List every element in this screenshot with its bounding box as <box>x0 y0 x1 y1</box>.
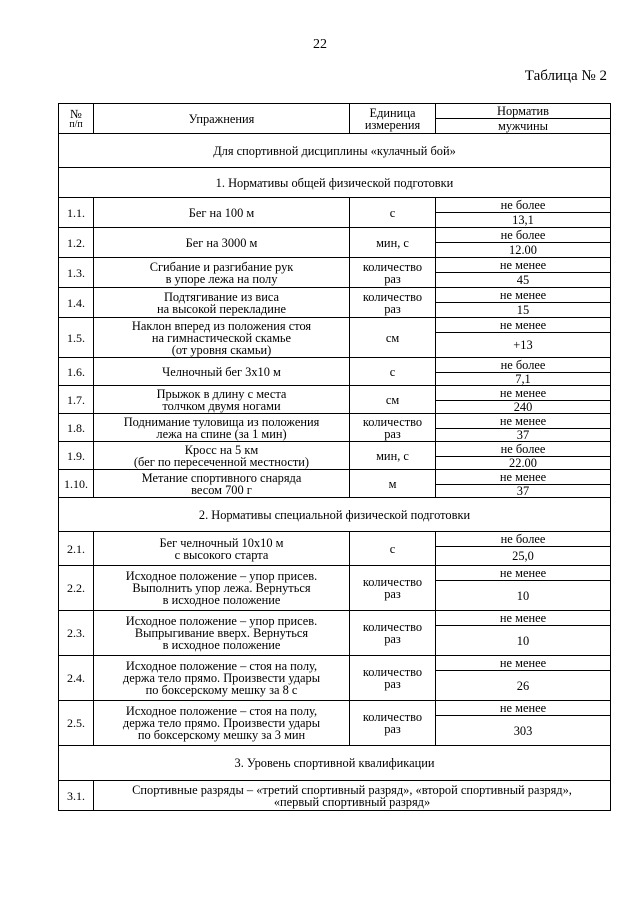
row-number: 1.6. <box>59 358 94 386</box>
exercise-line: Бег на 100 м <box>188 205 255 220</box>
exercise-line: в исходное положение <box>162 638 281 652</box>
norm-value: 10 <box>436 581 611 611</box>
exercise-line: весом 700 г <box>191 482 252 497</box>
exercise-name <box>94 386 350 414</box>
header-exercise: Упражнения <box>94 104 350 134</box>
exercise-line: Подтягивание из виса <box>163 289 280 304</box>
unit-line: см <box>385 392 400 407</box>
norm-value: 22.00 <box>436 457 611 470</box>
discipline-title: Для спортивной дисциплины «кулачный бой» <box>59 134 611 168</box>
unit-cell <box>350 228 436 258</box>
table-row <box>59 656 611 671</box>
table-row <box>59 386 611 401</box>
unit-line: мин, с <box>376 448 409 463</box>
unit-line: м <box>388 476 397 491</box>
norm-value: 45 <box>436 273 611 288</box>
table-row <box>59 258 611 273</box>
norm-value: 37 <box>436 485 611 498</box>
header-number-abbr: п/п <box>69 118 83 130</box>
qualification-line: Спортивные разряды – «третий спортивный разряд», «второй спортивный разряд», <box>132 782 572 797</box>
unit-cell <box>350 566 436 611</box>
norm-value: +13 <box>436 333 611 358</box>
exercise-line: на высокой перекладине <box>156 301 286 316</box>
unit-line: с <box>389 364 396 379</box>
section1-title: 1. Нормативы общей физической подготовки <box>59 168 611 198</box>
exercise-line: с высокого старта <box>174 547 269 562</box>
unit-cell <box>350 414 436 442</box>
norm-value: 25,0 <box>436 547 611 566</box>
unit-cell <box>350 258 436 288</box>
norm-condition: не менее <box>436 470 611 485</box>
unit-line: с <box>389 205 396 220</box>
header-unit-line1: Единица <box>369 105 416 120</box>
row-number: 1.3. <box>59 258 94 288</box>
norm-condition: не более <box>436 228 611 243</box>
header-number-symbol: № <box>70 106 82 121</box>
exercise-line: лежа на спине (за 1 мин) <box>156 426 287 441</box>
row-number: 1.8. <box>59 414 94 442</box>
exercise-line: Кросс на 5 км <box>184 442 259 457</box>
unit-line: мин, с <box>376 235 409 250</box>
header-norm: Норматив <box>436 104 611 119</box>
unit-cell <box>350 470 436 498</box>
unit-line: количество <box>362 665 423 679</box>
norm-condition: не менее <box>436 656 611 671</box>
unit-cell <box>350 358 436 386</box>
table-caption: Таблица № 2 <box>524 68 607 84</box>
exercise-name <box>94 470 350 498</box>
unit-line: раз <box>384 677 401 691</box>
exercise-name <box>94 611 350 656</box>
section3-title: 3. Уровень спортивной квалификации <box>59 746 611 781</box>
exercise-line: толчком двумя ногами <box>162 398 281 413</box>
unit-line: количество <box>362 620 423 634</box>
unit-cell <box>350 701 436 746</box>
norm-condition: не более <box>436 532 611 547</box>
exercise-line: в упоре лежа на полу <box>165 271 278 286</box>
qualification-line: «первый спортивный разряд» <box>273 794 431 809</box>
exercise-name <box>94 198 350 228</box>
row-number: 1.4. <box>59 288 94 318</box>
exercise-line: Исходное положение – упор присев. <box>125 569 318 583</box>
row-number: 2.4. <box>59 656 94 701</box>
exercise-name <box>94 358 350 386</box>
norm-condition: не менее <box>436 566 611 581</box>
row-number: 2.2. <box>59 566 94 611</box>
norm-condition: не менее <box>436 701 611 716</box>
norm-value: 240 <box>436 401 611 414</box>
norm-value: 303 <box>436 716 611 746</box>
norm-condition: не более <box>436 442 611 457</box>
row-number: 1.2. <box>59 228 94 258</box>
exercise-line: по боксерскому мешку за 3 мин <box>137 728 306 742</box>
exercise-line: на гимнастической скамье <box>151 330 292 345</box>
norm-condition: не менее <box>436 414 611 429</box>
norm-condition: не более <box>436 358 611 373</box>
norm-value: 26 <box>436 671 611 701</box>
row-number: 2.1. <box>59 532 94 566</box>
exercise-line: Исходное положение – упор присев. <box>125 614 318 628</box>
table-row <box>59 358 611 373</box>
exercise-line: Челночный бег 3х10 м <box>162 364 281 379</box>
table-row <box>59 532 611 547</box>
table-row <box>59 611 611 626</box>
norm-condition: не менее <box>436 611 611 626</box>
norm-value: 12.00 <box>436 243 611 258</box>
unit-cell <box>350 611 436 656</box>
exercise-name <box>94 258 350 288</box>
norm-value: 10 <box>436 626 611 656</box>
exercise-line: (бег по пересеченной местности) <box>133 454 310 469</box>
exercise-line: Сгибание и разгибание рук <box>149 259 294 274</box>
exercise-name <box>94 414 350 442</box>
table-row <box>59 566 611 581</box>
unit-cell <box>350 288 436 318</box>
unit-cell <box>350 656 436 701</box>
exercise-line: Исходное положение – стоя на полу, <box>125 704 318 718</box>
unit-line: количество <box>362 414 423 429</box>
row-number: 1.7. <box>59 386 94 414</box>
section-row <box>59 746 611 781</box>
norm-condition: не менее <box>436 258 611 273</box>
unit-cell <box>350 198 436 228</box>
exercise-line: в исходное положение <box>162 593 281 607</box>
unit-line: раз <box>384 722 401 736</box>
exercise-line: Поднимание туловища из положения <box>123 414 320 429</box>
row-number: 1.5. <box>59 318 94 358</box>
unit-line: с <box>389 541 396 556</box>
unit-line: количество <box>362 575 423 589</box>
row-number: 2.5. <box>59 701 94 746</box>
table-row <box>59 198 611 213</box>
section-row <box>59 498 611 532</box>
exercise-name <box>94 288 350 318</box>
page-number: 22 <box>313 37 327 52</box>
unit-line: раз <box>384 587 401 601</box>
standards-table <box>58 103 611 811</box>
norm-value: 13,1 <box>436 213 611 228</box>
section2-title: 2. Нормативы специальной физической подготовки <box>59 498 611 532</box>
exercise-name <box>94 701 350 746</box>
row-number: 1.1. <box>59 198 94 228</box>
exercise-name <box>94 442 350 470</box>
table-row <box>59 701 611 716</box>
exercise-line: Бег челночный 10х10 м <box>159 535 284 550</box>
unit-line: раз <box>384 271 401 286</box>
exercise-line: Выпрыгивание вверх. Вернуться <box>134 626 309 640</box>
row-number: 1.10. <box>59 470 94 498</box>
unit-cell <box>350 442 436 470</box>
exercise-line: Наклон вперед из положения стоя <box>131 318 312 333</box>
exercise-name <box>94 566 350 611</box>
qualification-text <box>94 781 611 811</box>
table-row <box>59 414 611 429</box>
exercise-line: держа тело прямо. Произвести удары <box>122 671 321 685</box>
table-row <box>59 470 611 485</box>
table-row <box>59 318 611 333</box>
unit-line: раз <box>384 632 401 646</box>
unit-line: раз <box>384 301 401 316</box>
unit-line: количество <box>362 289 423 304</box>
unit-line: раз <box>384 426 401 441</box>
norm-value: 7,1 <box>436 373 611 386</box>
exercise-line: держа тело прямо. Произвести удары <box>122 716 321 730</box>
exercise-line: по боксерскому мешку за 8 с <box>145 683 298 697</box>
exercise-name <box>94 656 350 701</box>
row-number: 2.3. <box>59 611 94 656</box>
unit-line: количество <box>362 259 423 274</box>
norm-condition: не менее <box>436 318 611 333</box>
table-row <box>59 228 611 243</box>
row-number: 3.1. <box>59 781 94 811</box>
exercise-line: Выполнить упор лежа. Вернуться <box>132 581 311 595</box>
header-norm-gender: мужчины <box>436 119 611 134</box>
table-row <box>59 781 611 811</box>
header-unit-line2: измерения <box>364 117 421 132</box>
norm-value: 15 <box>436 303 611 318</box>
exercise-line: (от уровня скамьи) <box>171 342 272 357</box>
norm-condition: не менее <box>436 386 611 401</box>
unit-line: количество <box>362 710 423 724</box>
exercise-name <box>94 532 350 566</box>
norm-condition: не более <box>436 198 611 213</box>
header-number <box>59 104 94 134</box>
unit-cell <box>350 318 436 358</box>
unit-cell <box>350 386 436 414</box>
exercise-name <box>94 318 350 358</box>
exercise-line: Исходное положение – стоя на полу, <box>125 659 318 673</box>
row-number: 1.9. <box>59 442 94 470</box>
header-unit <box>350 104 436 134</box>
exercise-line: Бег на 3000 м <box>185 235 258 250</box>
unit-line: см <box>385 330 400 345</box>
exercise-line: Метание спортивного снаряда <box>141 470 302 485</box>
norm-condition: не менее <box>436 288 611 303</box>
table-row <box>59 442 611 457</box>
table-row <box>59 288 611 303</box>
exercise-line: Прыжок в длину с места <box>156 386 287 401</box>
norm-value: 37 <box>436 429 611 442</box>
unit-cell <box>350 532 436 566</box>
exercise-name <box>94 228 350 258</box>
